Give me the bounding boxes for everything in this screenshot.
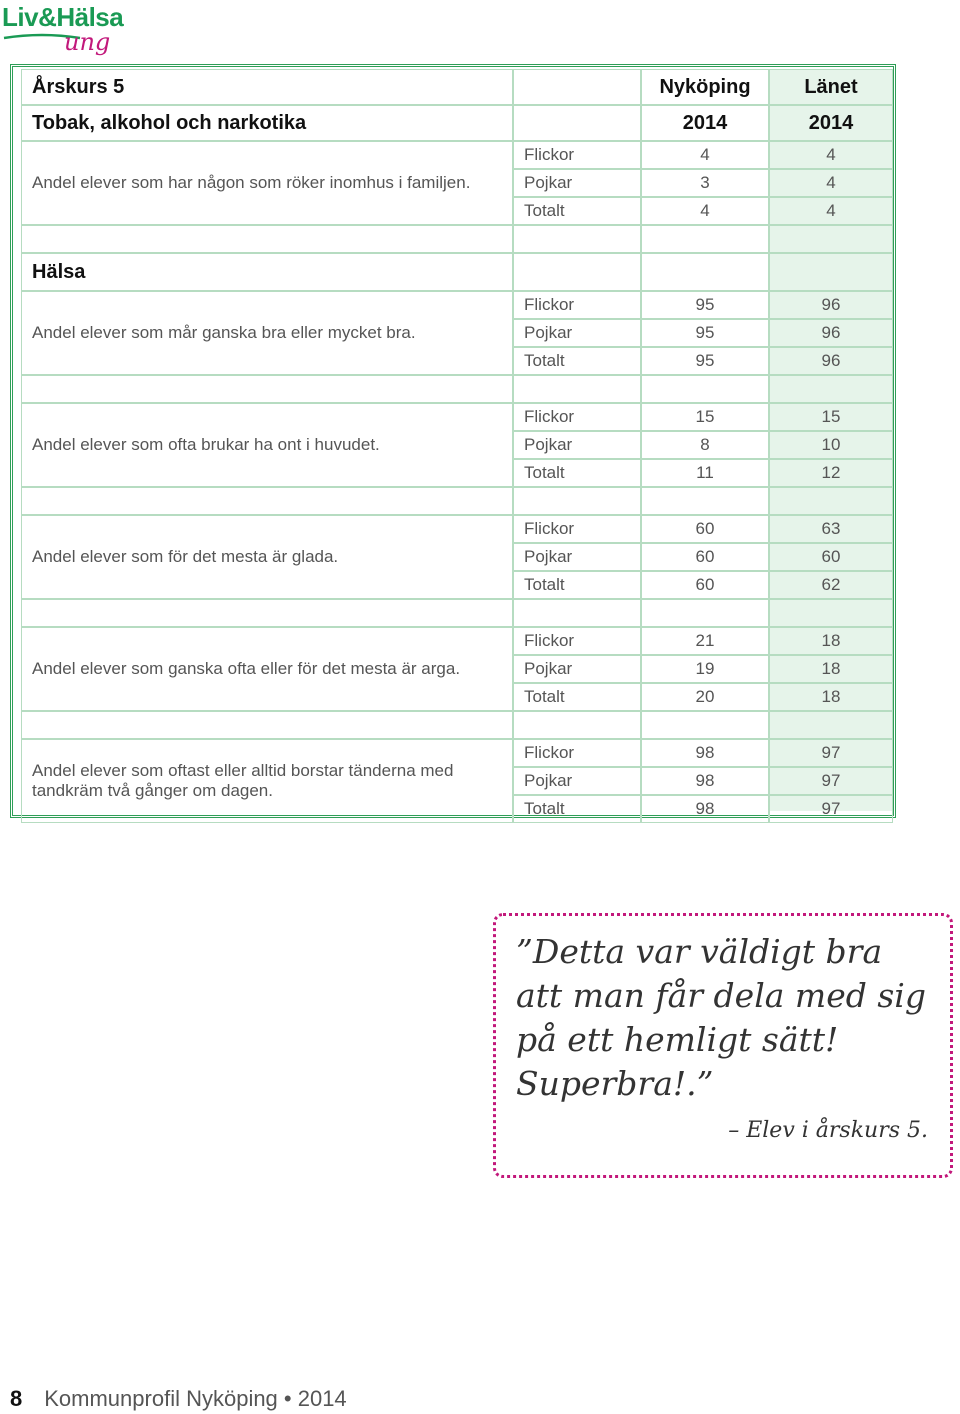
nykoping-value: 15 (641, 403, 769, 431)
lanet-value: 4 (769, 169, 893, 197)
nykoping-value: 98 (641, 767, 769, 795)
spacer-row (513, 487, 641, 515)
group-label: Flickor (513, 403, 641, 431)
lanet-value: 18 (769, 683, 893, 711)
nykoping-value: 95 (641, 291, 769, 319)
group-label: Flickor (513, 141, 641, 169)
logo-brand: Liv&Hälsa (2, 2, 124, 32)
lanet-header: Länet (769, 69, 893, 105)
spacer-row (769, 599, 893, 627)
lanet-value: 96 (769, 291, 893, 319)
lanet-value: 10 (769, 431, 893, 459)
year-nykoping: 2014 (641, 105, 769, 141)
group-label: Flickor (513, 739, 641, 767)
lanet-value: 15 (769, 403, 893, 431)
header-spacer (513, 69, 641, 105)
spacer-row (769, 711, 893, 739)
question-text: Andel elever som har någon som röker inomhus i familjen. (21, 141, 513, 225)
nykoping-header: Nyköping (641, 69, 769, 105)
section-title: Tobak, alkohol och narkotika (21, 105, 513, 141)
nykoping-value: 21 (641, 627, 769, 655)
group-label: Totalt (513, 459, 641, 487)
quote-text: ”Detta var väldigt bra att man får dela med sig på ett hemligt sätt! Superbra!.” (516, 932, 926, 1103)
footer-title: Kommunprofil Nyköping • 2014 (44, 1386, 347, 1411)
nykoping-value: 4 (641, 141, 769, 169)
spacer-row (641, 711, 769, 739)
spacer-row (21, 711, 513, 739)
spacer-row (513, 599, 641, 627)
quote-box (493, 913, 953, 1178)
lanet-value: 60 (769, 543, 893, 571)
nykoping-value: 3 (641, 169, 769, 197)
lanet-value: 96 (769, 347, 893, 375)
lanet-value: 97 (769, 767, 893, 795)
spacer-row (769, 375, 893, 403)
spacer-row (21, 599, 513, 627)
spacer-row (21, 225, 513, 253)
heading-spacer (769, 253, 893, 291)
heading-spacer (641, 253, 769, 291)
lanet-value: 63 (769, 515, 893, 543)
group-label: Flickor (513, 627, 641, 655)
logo-sub: ung (64, 28, 111, 56)
year-lanet: 2014 (769, 105, 893, 141)
grade-header: Årskurs 5 (21, 69, 513, 105)
group-label: Pojkar (513, 655, 641, 683)
nykoping-value: 98 (641, 739, 769, 767)
nykoping-value: 95 (641, 347, 769, 375)
spacer-row (641, 225, 769, 253)
lanet-value: 18 (769, 627, 893, 655)
group-label: Pojkar (513, 431, 641, 459)
nykoping-value: 98 (641, 795, 769, 823)
spacer-row (769, 487, 893, 515)
nykoping-value: 60 (641, 515, 769, 543)
group-label: Pojkar (513, 169, 641, 197)
liv-halsa-logo (2, 2, 122, 62)
group-label: Totalt (513, 571, 641, 599)
lanet-value: 97 (769, 739, 893, 767)
heading-spacer (513, 253, 641, 291)
spacer-row (513, 375, 641, 403)
group-label: Pojkar (513, 767, 641, 795)
spacer-row (641, 599, 769, 627)
nykoping-value: 60 (641, 571, 769, 599)
spacer-row (641, 487, 769, 515)
page-footer (10, 1386, 347, 1412)
group-label: Totalt (513, 347, 641, 375)
question-text: Andel elever som ofta brukar ha ont i huvudet. (21, 403, 513, 487)
group-label: Totalt (513, 683, 641, 711)
question-text: Andel elever som oftast eller alltid borstar tänderna med tandkräm två gånger om dagen. (21, 739, 513, 823)
nykoping-value: 60 (641, 543, 769, 571)
nykoping-value: 19 (641, 655, 769, 683)
spacer-row (641, 375, 769, 403)
header-spacer (513, 105, 641, 141)
group-label: Pojkar (513, 543, 641, 571)
group-label: Flickor (513, 291, 641, 319)
nykoping-value: 8 (641, 431, 769, 459)
group-label: Flickor (513, 515, 641, 543)
lanet-value: 12 (769, 459, 893, 487)
lanet-value: 97 (769, 795, 893, 823)
group-label: Totalt (513, 795, 641, 823)
lanet-value: 4 (769, 197, 893, 225)
section-heading: Hälsa (21, 253, 513, 291)
question-text: Andel elever som mår ganska bra eller mycket bra. (21, 291, 513, 375)
spacer-row (21, 375, 513, 403)
lanet-value: 96 (769, 319, 893, 347)
group-label: Pojkar (513, 319, 641, 347)
lanet-value: 62 (769, 571, 893, 599)
lanet-value: 18 (769, 655, 893, 683)
spacer-row (769, 225, 893, 253)
group-label: Totalt (513, 197, 641, 225)
nykoping-value: 4 (641, 197, 769, 225)
spacer-row (513, 711, 641, 739)
data-table (10, 64, 896, 818)
nykoping-value: 95 (641, 319, 769, 347)
spacer-row (21, 487, 513, 515)
nykoping-value: 11 (641, 459, 769, 487)
page-number: 8 (10, 1386, 23, 1411)
nykoping-value: 20 (641, 683, 769, 711)
spacer-row (513, 225, 641, 253)
question-text: Andel elever som för det mesta är glada. (21, 515, 513, 599)
quote-author: – Elev i årskurs 5. (728, 1118, 928, 1143)
lanet-value: 4 (769, 141, 893, 169)
question-text: Andel elever som ganska ofta eller för det mesta är arga. (21, 627, 513, 711)
